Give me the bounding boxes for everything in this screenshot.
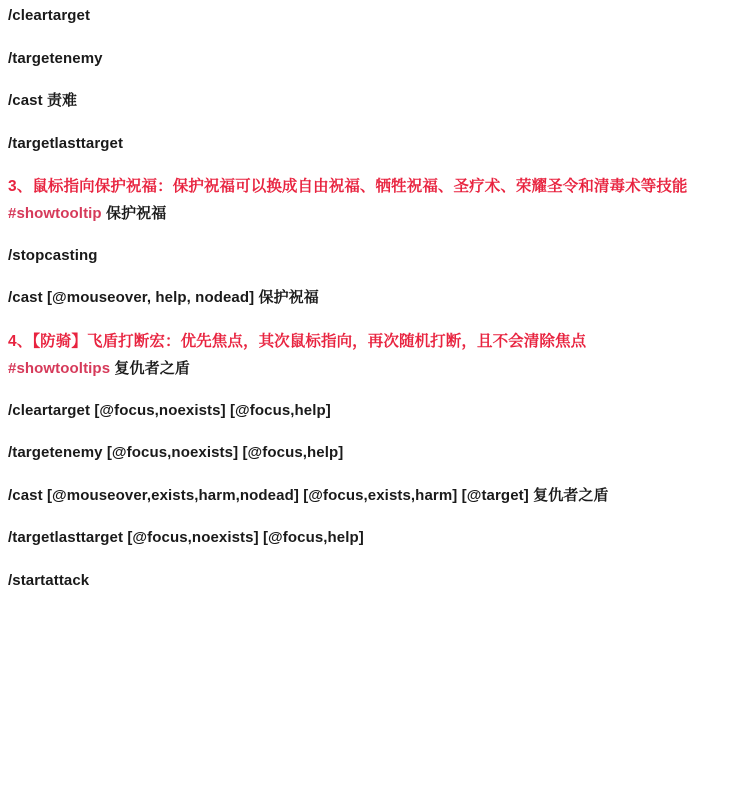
- command-targetlasttarget: /targetlasttarget: [8, 134, 124, 152]
- command-targetenemy-focus: /targetenemy [@focus,noexists] [@focus,help]: [8, 444, 344, 462]
- command-cast-mouseover-help-nodead: /cast [@mouseover, help, nodead] 保护祝福: [8, 289, 319, 307]
- heading-3: 3、鼠标指向保护祝福：保护祝福可以换成自由祝福、牺牲祝福、圣疗术、荣耀圣令和清毒术等技能: [8, 178, 688, 195]
- command-cleartarget-focus: /cleartarget [@focus,noexists] [@focus,help]: [8, 401, 331, 419]
- showtooltips-spell: 复仇者之盾: [114, 360, 190, 378]
- showtooltips-keyword: #showtooltips: [8, 360, 111, 378]
- command-cast-zenan: /cast 责难: [8, 92, 78, 109]
- tooltip-showtooltip-1: [8, 204, 731, 224]
- command-targetenemy: /targetenemy: [8, 49, 103, 67]
- tooltip-showtooltips-2: [8, 359, 731, 379]
- heading-4: 4、【防骑】飞盾打断宏：优先焦点，其次鼠标指向，再次随机打断，且不会清除焦点: [8, 332, 587, 350]
- command-stopcasting: /stopcasting: [8, 246, 98, 264]
- showtooltip-keyword: #showtooltip: [8, 205, 102, 223]
- command-startattack: /startattack: [8, 571, 90, 589]
- command-targetlasttarget-focus: /targetlasttarget [@focus,noexists] [@focus,help]: [8, 529, 364, 547]
- command-cast-avengers-shield: /cast [@mouseover,exists,harm,nodead] [@focus,exists,harm] [@target] 复仇者之盾: [8, 486, 609, 504]
- command-cleartarget: /cleartarget: [8, 7, 91, 24]
- showtooltip-spell: 保护祝福: [105, 205, 167, 223]
